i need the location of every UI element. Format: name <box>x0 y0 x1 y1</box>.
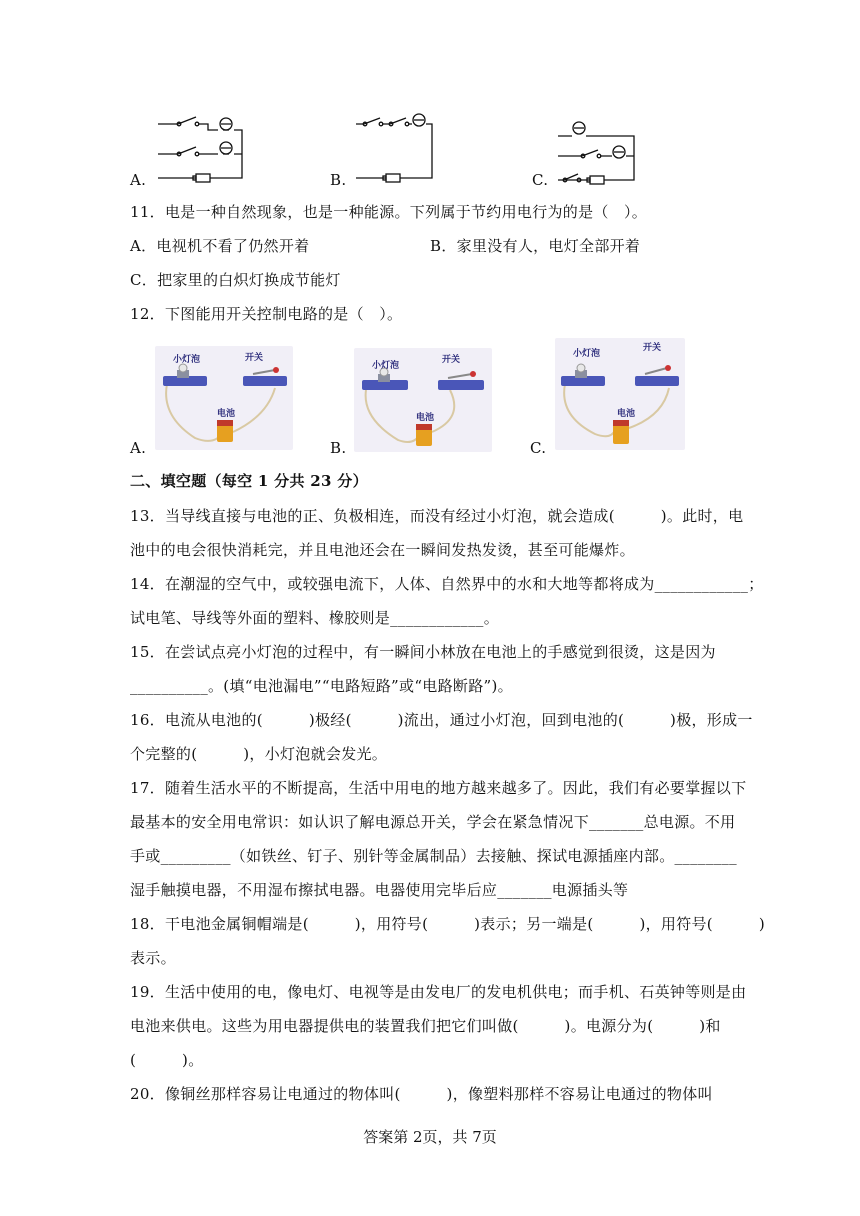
q12-option-c[interactable]: C. <box>530 439 547 457</box>
text-line: 20．像铜丝那样容易让电通过的物体叫( )，像塑料那样不容易让电通过的物体叫 <box>130 1085 713 1103</box>
q11-option-c[interactable]: C．把家里的白炽灯换成节能灯 <box>130 271 341 289</box>
bulb-label: 小灯泡 <box>372 361 400 371</box>
text-line: 最基本的安全用电常识：如认识了解电源总开关，学会在紧急情况下_______总电源。不用 <box>130 813 736 831</box>
q10-option-c[interactable]: C. <box>532 171 549 189</box>
text-line: 电池来供电。这些为用电器提供电的装置我们把它们叫做( )。电源分为( )和 <box>130 1017 721 1035</box>
text-line: 16．电流从电池的( )极经( )流出，通过小灯泡，回到电池的( )极，形成一 <box>130 711 753 729</box>
text-line: 试电笔、导线等外面的塑料、橡胶则是____________。 <box>130 609 500 627</box>
text-line: 表示。 <box>130 949 176 967</box>
text-line: 15．在尝试点亮小灯泡的过程中，有一瞬间小林放在电池上的手感觉到很烫，这是因为 <box>130 643 716 661</box>
bulb-label: 小灯泡 <box>173 355 201 365</box>
q10-option-a[interactable]: A. <box>130 171 147 189</box>
bulb-label: 小灯泡 <box>573 349 601 359</box>
q11-option-a[interactable]: A．电视机不看了仍然开着 <box>130 237 310 255</box>
q12-stem: 12．下图能用开关控制电路的是（ ）。 <box>130 305 403 323</box>
battery-label: 电池 <box>217 409 236 419</box>
q10-option-b[interactable]: B. <box>330 171 347 189</box>
circuit-diagram-a <box>150 108 250 188</box>
battery-label: 电池 <box>617 409 636 419</box>
section-heading: 二、填空题（每空 1 分共 23 分） <box>130 472 368 490</box>
text-line: ( )。 <box>130 1051 204 1069</box>
text-line: 池中的电会很快消耗完，并且电池还会在一瞬间发热发烫，甚至可能爆炸。 <box>130 541 635 559</box>
text-line: 个完整的( )，小灯泡就会发光。 <box>130 745 388 763</box>
text-line: __________。(填“电池漏电”“电路短路”或“电路断路”)。 <box>130 677 513 695</box>
circuit-photo-c <box>555 338 685 450</box>
text-line: 18．干电池金属铜帽端是( )，用符号( )表示；另一端是( )，用符号( ) <box>130 915 766 933</box>
text-line: 19．生活中使用的电，像电灯、电视等是由发电厂的发电机供电；而手机、石英钟等则是由 <box>130 983 747 1001</box>
switch-label: 开关 <box>643 343 662 353</box>
text-line: 17．随着生活水平的不断提高，生活中用电的地方越来越多了。因此，我们有必要掌握以下 <box>130 779 747 797</box>
page-footer: 答案第 2页，共 7页 <box>363 1128 497 1146</box>
text-line: 13．当导线直接与电池的正、负极相连，而没有经过小灯泡，就会造成( )。此时，电 <box>130 507 744 525</box>
circuit-photo-a <box>155 346 293 450</box>
circuit-diagram-b <box>350 108 440 188</box>
circuit-diagram-c <box>552 112 642 188</box>
text-line: 手或_________（如铁丝、钉子、别针等金属制品）去接触、探试电源插座内部。________ <box>130 847 737 865</box>
q11-stem: 11．电是一种自然现象，也是一种能源。下列属于节约用电行为的是（ ）。 <box>130 203 648 221</box>
q12-option-a[interactable]: A. <box>130 439 147 457</box>
q12-option-b[interactable]: B. <box>330 439 347 457</box>
switch-label: 开关 <box>245 353 264 363</box>
text-line: 湿手触摸电器，不用湿布擦拭电器。电器使用完毕后应_______电源插头等 <box>130 881 629 899</box>
text-line: 14．在潮湿的空气中，或较强电流下，人体、自然界中的水和大地等都将成为____________； <box>130 575 764 593</box>
switch-label: 开关 <box>442 355 461 365</box>
battery-label: 电池 <box>416 413 435 423</box>
circuit-photo-b <box>354 348 492 452</box>
q11-option-b[interactable]: B．家里没有人，电灯全部开着 <box>430 237 641 255</box>
